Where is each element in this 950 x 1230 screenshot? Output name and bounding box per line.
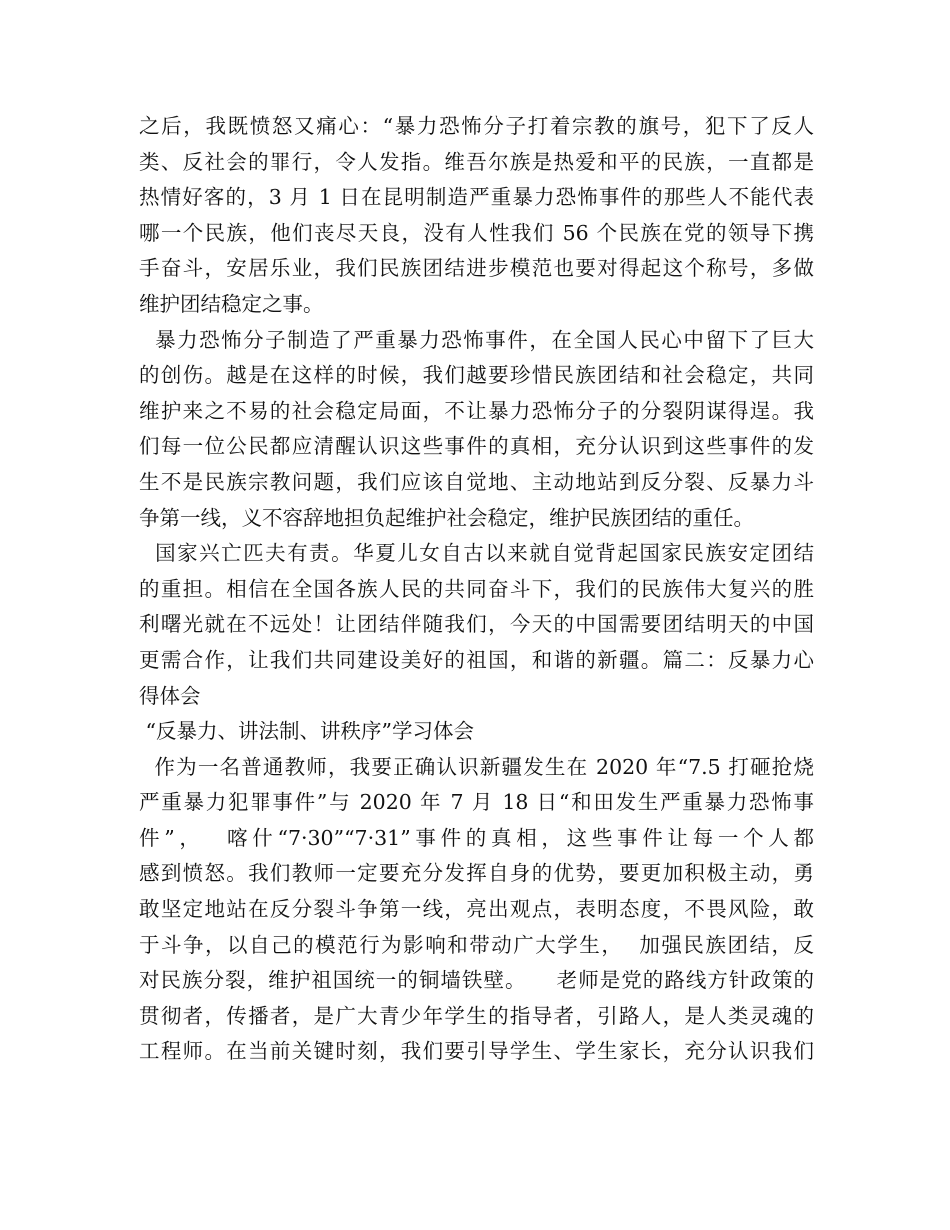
text-line: 利曙光就在不远处！让团结伴随我们，今天的中国需要团结明天的中国	[139, 612, 814, 637]
text-line: 手奋斗，安居乐业，我们民族团结进步模范也要对得起这个称号，多做	[139, 256, 814, 281]
text-line: 热情好客的，3 月 1 日在昆明制造严重暴力恐怖事件的那些人不能代表	[139, 185, 814, 210]
text-line: 工程师。在当前关键时刻，我们要引导学生、学生家长，充分认识我们	[139, 1039, 814, 1064]
text-line: 哪一个民族，他们丧尽天良，没有人性我们 56 个民族在党的领导下携	[139, 220, 814, 245]
text-line: 更需合作，让我们共同建设美好的祖国，和谐的新疆。篇二：反暴力心	[139, 647, 814, 672]
text-line: 维护团结稳定之事。	[139, 291, 324, 316]
text-line: 的重担。相信在全国各族人民的共同奋斗下，我们的民族伟大复兴的胜	[139, 576, 814, 601]
text-line: 的创伤。越是在这样的时候，我们越要珍惜民族团结和社会稳定，共同	[139, 363, 814, 388]
text-line: 之后，我既愤怒又痛心：“暴力恐怖分子打着宗教的旗号，犯下了反人	[139, 114, 814, 138]
text-line: 感到愤怒。我们教师一定要充分发挥自身的优势，要更加积极主动，勇	[139, 861, 814, 886]
body-text	[139, 109, 814, 1070]
text-line: 严重暴力犯罪事件”与 2020 年 7 月 18 日“和田发生严重暴力恐怖事	[139, 790, 814, 815]
text-line: 国家兴亡匹夫有责。华夏儿女自古以来就自觉背起国家民族安定团结	[139, 541, 814, 566]
text-line: 类、反社会的罪行，令人发指。维吾尔族是热爱和平的民族，一直都是	[139, 149, 814, 174]
text-line: 于斗争，以自己的模范行为影响和带动广大学生， 加强民族团结，反	[139, 932, 814, 957]
text-line: 敢坚定地站在反分裂斗争第一线，亮出观点，表明态度，不畏风险，敢	[139, 897, 814, 922]
text-line: “反暴力、讲法制、讲秩序”学习体会	[139, 719, 474, 744]
text-line: 暴力恐怖分子制造了严重暴力恐怖事件，在全国人民心中留下了巨大	[139, 327, 814, 352]
text-line: 生不是民族宗教问题，我们应该自觉地、主动地站到反分裂、反暴力斗	[139, 469, 814, 494]
text-line: 们每一位公民都应清醒认识这些事件的真相，充分认识到这些事件的发	[139, 434, 814, 459]
text-line: 贯彻者，传播者，是广大青少年学生的指导者，引路人，是人类灵魂的	[139, 1003, 814, 1028]
text-line: 对民族分裂，维护祖国统一的铜墙铁壁。 老师是党的路线方针政策的	[139, 968, 814, 993]
text-line: 件”， 喀什“7·30”“7·31”事件的真相，这些事件让每一个人都	[139, 825, 814, 850]
text-line: 争第一线，义不容辞地担负起维护社会稳定，维护民族团结的重任。	[139, 505, 754, 530]
text-line: 维护来之不易的社会稳定局面，不让暴力恐怖分子的分裂阴谋得逞。我	[139, 398, 814, 423]
text-line: 作为一名普通教师，我要正确认识新疆发生在 2020 年“7.5 打砸抢烧	[139, 754, 814, 779]
text-line: 得体会	[139, 683, 201, 708]
